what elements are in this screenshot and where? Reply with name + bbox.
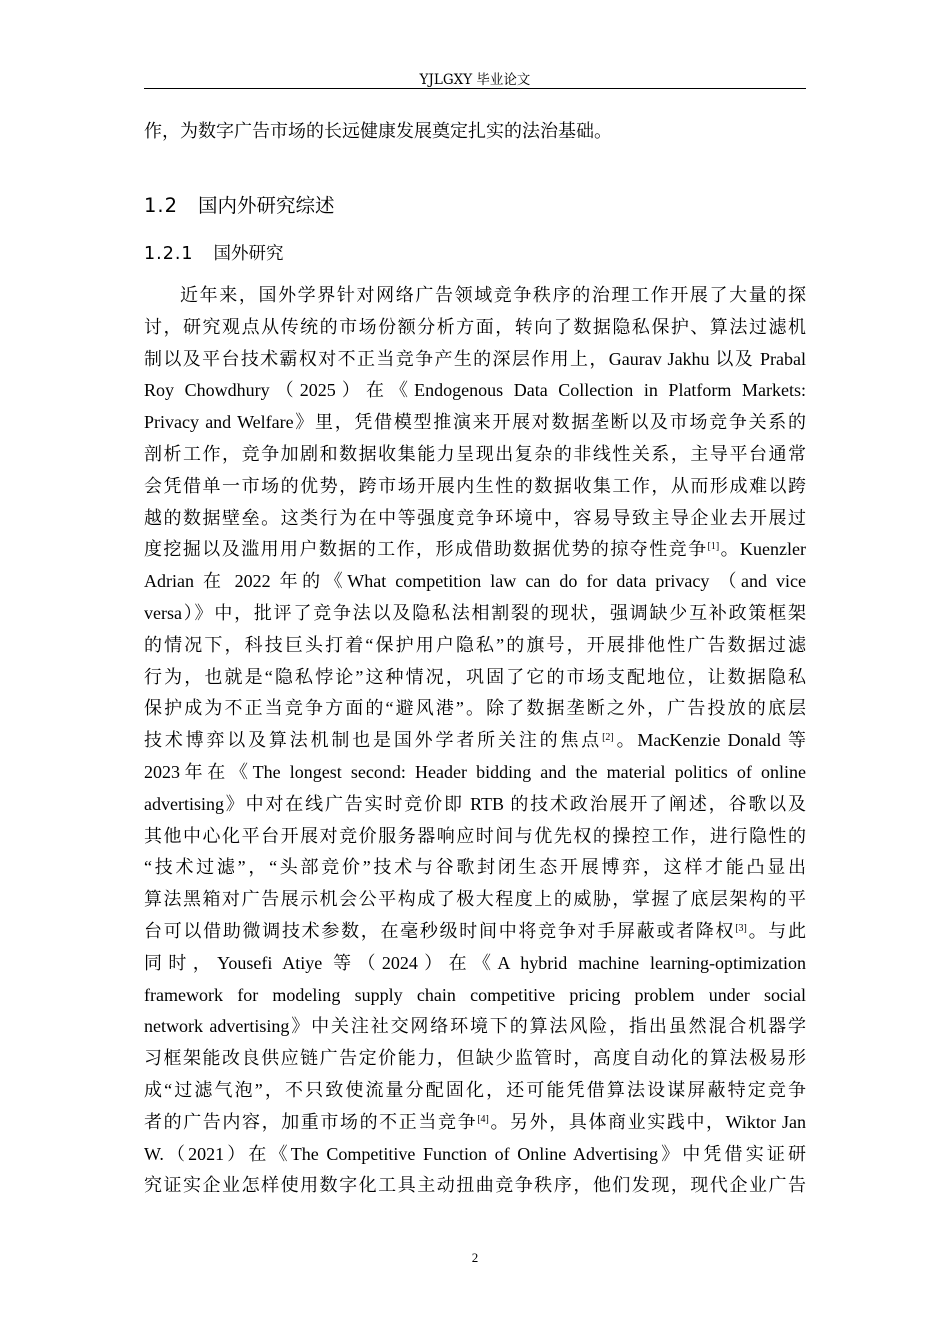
- body-line-text: 度挖掘以及滥用用户数据的工作，形成借助数据优势的掠夺性竞争: [144, 539, 708, 560]
- body-line: 习框架能改良供应链广告定价能力，但缺少监管时，高度自动化的算法极易形: [144, 1048, 806, 1069]
- body-line: Adrian 在 2022 年的《What competition law can do for data privacy （and vice: [144, 571, 806, 592]
- subsection-title: 国外研究: [213, 244, 284, 264]
- body-line-text: 者的广告内容，加重市场的不正当竞争: [144, 1111, 478, 1132]
- body-line-text: 。另外，具体商业实践中，Wiktor Jan: [488, 1111, 807, 1132]
- body-line: network advertising》中关注社交网络环境下的算法风险，指出虽然混合机器学: [144, 1016, 806, 1037]
- body-line: 究证实企业怎样使用数字化工具主动扭曲竞争秩序，他们发现，现代企业广告: [144, 1175, 806, 1196]
- body-line: 会凭借单一市场的优势，跨市场开展内生性的数据收集工作，从而形成难以跨: [144, 475, 806, 496]
- body-line: 越的数据壁垒。这类行为在中等强度竞争环境中，容易导致主导企业去开展过: [144, 507, 806, 528]
- body-line: 2023年在《The longest second: Header bidding and the material politics of online: [144, 761, 806, 782]
- body-line: versa）》中，批评了竞争法以及隐私法相割裂的现状，强调缺少互补政策框架: [144, 602, 806, 623]
- body-line: 保护成为不正当竞争方面的“避风港”。除了数据垄断之外，广告投放的底层: [144, 698, 806, 719]
- body-line: “技术过滤”，“头部竞价”技术与谷歌封闭生态开展博弈，这样才能凸显出: [144, 857, 806, 878]
- body-line: Roy Chowdhury（2025）在《Endogenous Data Collection in Platform Markets:: [144, 380, 806, 401]
- body-line: framework for modeling supply chain competitive pricing problem under social: [144, 984, 806, 1005]
- body-line: Privacy and Welfare》里，凭借模型推演来开展对数据垄断以及市场竞争关系的: [144, 412, 806, 433]
- page-number: 2: [471, 1250, 479, 1265]
- body-line: 其他中心化平台开展对竞价服务器响应时间与优先权的操控工作，进行隐性的: [144, 825, 806, 846]
- body-line: 制以及平台技术霸权对不正当竞争产生的深层作用上，Gaurav Jakhu 以及 Prabal: [144, 348, 806, 369]
- section-title: 国内外研究综述: [198, 194, 335, 217]
- citation-ref: [2]: [602, 732, 614, 744]
- section-number: 1.2: [144, 194, 179, 217]
- intro-paragraph: 作，为数字广告市场的长远健康发展奠定扎实的法治基础。: [144, 121, 612, 141]
- body-line-text: 台可以借助微调技术参数，在毫秒级时间中将竞争对手屏蔽或者降权: [144, 920, 736, 941]
- body-line: 行为，也就是“隐私悖论”这种情况，巩固了它的市场支配地位，让数据隐私: [144, 666, 806, 687]
- citation-ref: [4]: [477, 1113, 489, 1125]
- body-line: advertising》中对在线广告实时竞价即 RTB 的技术政治展开了阐述，谷歌以及: [144, 793, 806, 814]
- body-line-text: 。与此: [746, 920, 807, 941]
- body-line: [144, 725, 806, 757]
- subsection-number: 1.2.1: [144, 244, 194, 264]
- section-heading: [144, 190, 335, 218]
- body-line: [144, 534, 806, 566]
- body-line: 同时，Yousefi Atiye 等（2024）在《A hybrid machine learning-optimization: [144, 952, 806, 973]
- running-header: YJLGXY 毕业论文: [419, 72, 531, 88]
- body-line: W.（2021）在《The Competitive Function of Online Advertising》中凭借实证研: [144, 1143, 806, 1164]
- header-rule: [144, 88, 806, 89]
- body-line: 成“过滤气泡”，不只致使流量分配固化，还可能凭借算法设谋屏蔽特定竞争: [144, 1079, 806, 1100]
- body-paragraph: [144, 280, 806, 1202]
- body-line-text: 技术博弈以及算法机制也是国外学者所关注的焦点: [144, 730, 603, 751]
- body-line: 算法黑箱对广告展示机会公平构成了极大程度上的威胁，掌握了底层架构的平: [144, 889, 806, 910]
- body-line-text: 。MacKenzie Donald 等: [613, 730, 806, 751]
- body-line: 的情况下，科技巨头打着“保护用户隐私”的旗号，开展排他性广告数据过滤: [144, 634, 806, 655]
- body-line: [144, 916, 806, 948]
- body-line: 近年来，国外学界针对网络广告领域竞争秩序的治理工作开展了大量的探: [180, 285, 806, 305]
- body-line: 剖析工作，竞争加剧和数据收集能力呈现出复杂的非线性关系，主导平台通常: [144, 443, 806, 464]
- body-line-text: 。Kuenzler: [719, 539, 806, 560]
- citation-ref: [1]: [707, 541, 720, 553]
- subsection-heading: [144, 240, 284, 265]
- citation-ref: [3]: [735, 922, 747, 934]
- body-line: [144, 1107, 806, 1139]
- body-line: 讨，研究观点从传统的市场份额分析方面，转向了数据隐私保护、算法过滤机: [144, 316, 806, 337]
